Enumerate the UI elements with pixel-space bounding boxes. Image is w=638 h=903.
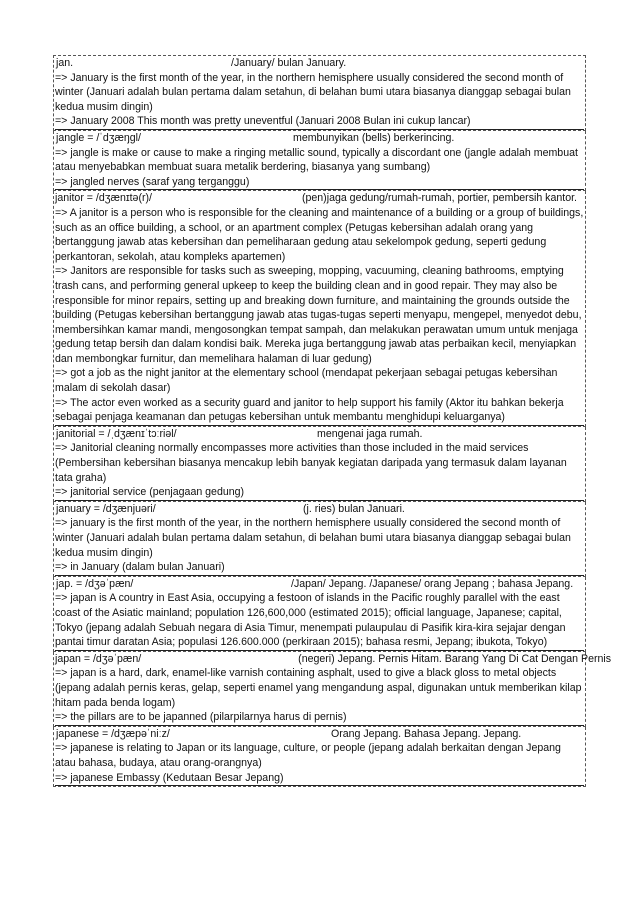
- entry-example-line: => The actor even worked as a security guard and janitor to help support his family (Aktor itu bahkan bekerja sebagai penjaga keamanan dan petugas kebersihan untuk membantu menghidupi keluarganya): [55, 396, 584, 426]
- entry-meaning: (j. ries) bulan Januari.: [303, 502, 405, 515]
- dictionary-entry: [53, 427, 586, 502]
- entry-headword-line: [55, 427, 584, 442]
- entry-example-line: => janitorial service (penjagaan gedung): [55, 485, 584, 501]
- entry-example-line: => got a job as the night janitor at the elementary school (mendapat pekerjaan sebagai petugas kebersihan malam di sekolah dasar): [55, 367, 558, 395]
- entry-headword-line: [55, 502, 584, 517]
- entry-example-line: => japanese is relating to Japan or its language, culture, or people (jepang adalah berkaitan dengan Jepang atau bahasa, budaya, atau orang-orangnya): [55, 742, 561, 769]
- entry-example-line: => in January (dalam bulan Januari): [55, 560, 584, 576]
- entry-example-line: => the pillars are to be japanned (pilarpilarnya harus di pernis): [55, 710, 584, 726]
- entry-term: january = /dʒænjuəri/: [56, 502, 156, 515]
- entry-example-line: => japanese Embassy (Kedutaan Besar Jepang): [55, 771, 584, 787]
- entry-term: jangle = /ˈdʒæŋɡl/: [56, 131, 141, 144]
- entry-term: japanese = /dʒæpəˈniːz/: [56, 727, 170, 740]
- entry-example-line: => Janitors are responsible for tasks such as sweeping, mopping, vacuuming, cleaning bathrooms, emptying trash cans, and performing general upkeep to keep the building clean and in good repair. They may also be responsible for minor repairs, setting up and breaking down furniture, and maintaining the grounds outside the building (Petugas kebersihan bertanggung jawab atas tugas-tugas seperti menyapu, mengepel, menyedot debu, membersihkan kamar mandi, mengosongkan tempat sampah, dan melakukan perawatan umum untuk menjaga gedung tetap bersih dan dalam kondisi baik. Mereka juga bertanggung jawab atas perbaikan kecil, menyiapkan dan membongkar furnitur, dan memelihara halaman di luar gedung): [55, 265, 582, 365]
- entry-meaning: membunyikan (bells) berkerincing.: [293, 131, 455, 144]
- dictionary-entry: [53, 727, 586, 787]
- entry-meaning: /January/ bulan January.: [231, 57, 347, 69]
- dictionary-entry: [53, 652, 612, 727]
- entry-headword-line: [55, 191, 584, 206]
- entry-term: jan.: [56, 57, 74, 69]
- dictionary-entry: [53, 55, 586, 131]
- entry-meaning: /Japan/ Jepang. /Japanese/ orang Jepang ; bahasa Jepang.: [291, 577, 574, 590]
- entry-example-line: => Janitorial cleaning normally encompasses more activities than those included in the maid services (Pembersihan kebersihan biasanya mencakup lebih banyak kegiatan daripada yang termasuk dalam layanan tata graha): [55, 442, 567, 484]
- entry-example-line: => A janitor is a person who is responsible for the cleaning and maintenance of a building or a group of buildings, such as an office building, a school, or an apartment complex (Petugas kebersihan adalah orang yang bertanggung jawab atas kebersihan dan pemeliharaan gedung atau sekelompok gedung, seperti gedung perkantoran, sekolah, atau kompleks apartemen): [55, 206, 584, 263]
- dictionary-entry: [53, 577, 586, 652]
- entry-example-line: => January is the first month of the year, in the northern hemisphere usually considered the second month of winter (Januari adalah bulan pertama dalam setahun, di belahan bumi utara biasanya dianggap sebagai bulan kedua musim dingin): [55, 71, 571, 113]
- entry-term: janitor = /dʒænɪtə(r)/: [55, 192, 152, 205]
- entry-meaning: mengenai jaga rumah.: [317, 427, 423, 440]
- entry-headword-line: [55, 727, 584, 742]
- entry-example-line: => jangle is make or cause to make a ringing metallic sound, typically a discordant one (jangle adalah membuat atau menyebabkan membuat suara metalik berdering, biasanya yang sumbang): [55, 146, 578, 174]
- entry-term: japan = /dʒəˈpæn/: [55, 652, 142, 665]
- entry-example-line: => January 2008 This month was pretty uneventful (Januari 2008 Bulan ini cukup lancar): [55, 114, 584, 130]
- entry-meaning: (pen)jaga gedung/rumah-rumah, portier, pembersih kantor.: [301, 192, 577, 205]
- entry-example-line: => japan is a hard, dark, enamel-like varnish containing asphalt, used to give a black gloss to metal objects (jepang adalah pernis keras, gelap, seperti enamel yang mengandung aspal, digunakan untuk memberikan kilap hitam pada benda logam): [55, 667, 582, 709]
- dictionary-entry: [53, 131, 586, 191]
- entry-example-line: => japan is A country in East Asia, occupying a festoon of islands in the Pacific roughly parallel with the east coast of the Asiatic mainland; population 126,600,000 (estimated 2015); official language, Japanese; capital, Tokyo (jepang adalah Sebuah negara di Asia Timur, menempati pulaupulau di Pasifik kira-kira sejajar dengan pantai timur daratan Asia; populasi 126.600.000 (perkiraan 2015); bahasa resmi, Jepang; ibukota, Tokyo): [55, 591, 584, 650]
- entry-example-line: => jangled nerves (saraf yang terganggu): [55, 175, 584, 191]
- entry-headword-line: [55, 652, 612, 667]
- entry-headword-line: [55, 56, 584, 71]
- entry-meaning: Orang Jepang. Bahasa Jepang. Jepang.: [331, 727, 522, 740]
- entry-term: janitorial = /ˌdʒænɪˈtɔːriəl/: [56, 427, 177, 440]
- entry-meaning: (negeri) Jepang. Pernis Hitam. Barang Yang Di Cat Dengan Pernis: [298, 652, 612, 665]
- entry-headword-line: [55, 131, 584, 146]
- entry-example-line: => january is the first month of the year, in the northern hemisphere usually considered the second month of winter (Januari adalah bulan pertama dalam setahun, di belahan bumi utara biasanya dianggap sebagai bulan kedua musim dingin): [55, 517, 571, 559]
- dictionary-entry: [53, 502, 586, 577]
- dictionary-document: [53, 55, 612, 787]
- entry-term: jap. = /dʒəˈpæn/: [56, 577, 134, 590]
- entry-headword-line: [55, 577, 584, 592]
- dictionary-entry: [53, 191, 586, 427]
